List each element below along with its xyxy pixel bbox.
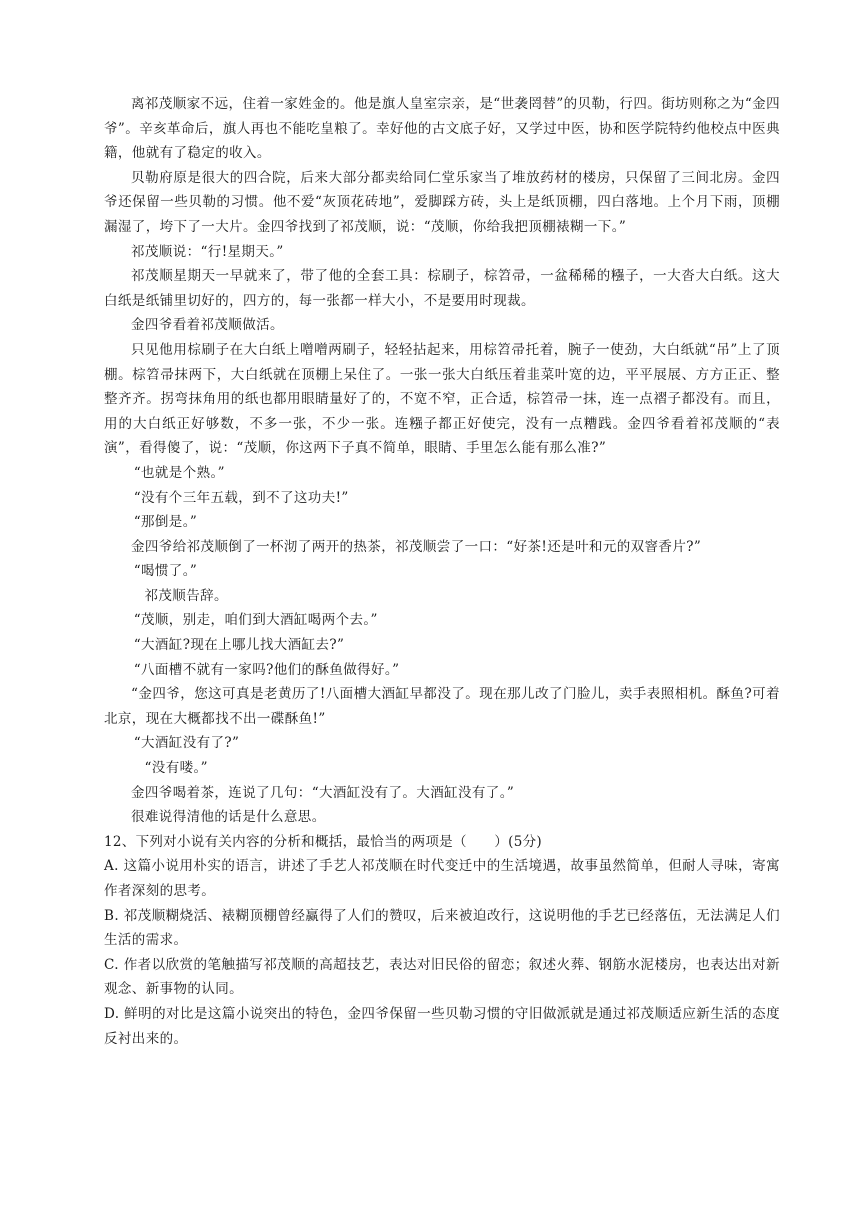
dialogue-line: “大酒缸?现在上哪儿找大酒缸去?” [133,637,345,654]
narration-line: 祁茂顺告辞。 [144,587,228,604]
story-paragraph: “金四爷，您这可真是老黄历了!八面槽大酒缸早都没了。现在那儿改了门脸儿，卖手表照相机。酥鱼?可着北京，现在大概都找不出一碟酥鱼!” [104,686,780,727]
question-stem: 12、下列对小说有关内容的分析和概括，最恰当的两项是（ ）(5分) [104,833,542,850]
dialogue-line: “也就是个熟。” [133,464,225,481]
story-paragraph: 金四爷喝着茶，连说了几句：“大酒缸没有了。大酒缸没有了。” [131,784,515,801]
dialogue-line: “没有喽。” [144,760,208,777]
dialogue-line: “那倒是。” [133,514,198,531]
story-paragraph: 离祁茂顺家不远，住着一家姓金的。他是旗人皇室宗亲，是“世袭罔替”的贝勒，行四。街坊则称之为“金四爷”。辛亥革命后，旗人再也不能吃皇粮了。幸好他的古文底子好，又学过中医，协和医学院特约他校点中医典籍，他就有了稳定的收入。 [104,96,780,162]
question-block [104,830,780,1051]
story-paragraph: 很难说得清他的话是什么意思。 [131,809,326,826]
story-paragraph: 金四爷看着祁茂顺做活。 [131,317,284,334]
dialogue-line: “八面槽不就有一家吗?他们的酥鱼做得好。” [133,661,400,678]
document-page [104,92,780,1051]
option-c: C. 作者以欣赏的笔触描写祁茂顺的高超技艺，表达对旧民俗的留恋；叙述火葬、钢筋水泥楼房，也表达出对新观念、新事物的认同。 [104,956,780,998]
story-paragraph: 只见他用棕刷子在大白纸上噌噌两刷子，轻轻拈起来，用棕笤帚托着，腕子一使劲，大白纸就“吊”上了顶棚。棕笤帚抹两下，大白纸就在顶棚上呆住了。一张一张大白纸压着韭菜叶宽的边，平平展展、方方正正、整整齐齐。拐弯抹角用的纸也都用眼睛量好了的，不宽不窄，正合适，棕笤帚一抹，连一点褶子都没有。而且，用的大白纸正好够数，不多一张，不少一张。连糨子都正好使完，没有一点糟践。金四爷看着祁茂顺的“表演”，看得傻了，说：“茂顺，你这两下子真不简单，眼睛、手里怎么能有那么准?” [104,341,780,457]
dialogue-line: “没有个三年五载，到不了这功夫!” [133,489,349,506]
story-paragraph: 贝勒府原是很大的四合院，后来大部分都卖给同仁堂乐家当了堆放药材的楼房，只保留了三间北房。金四爷还保留一些贝勒的习惯。他不爱“灰顶花砖地”，爱脚踩方砖，头上是纸顶棚，四白落地。上个月下雨，顶棚漏湿了，垮下了一大片。金四爷找到了祁茂顺，说：“茂顺，你给我把顶棚裱糊一下。” [104,169,780,235]
dialogue-line: “茂顺，别走，咱们到大酒缸喝两个去。” [133,612,378,629]
dialogue-line: “喝惯了。” [133,563,198,580]
story-paragraph: 金四爷给祁茂顺倒了一杯沏了两开的热茶，祁茂顺尝了一口：“好茶!还是叶和元的双窨香片?” [131,538,702,555]
story-paragraph: 祁茂顺星期天一早就来了，带了他的全套工具：棕刷子，棕笤帚，一盆稀稀的糨子，一大沓大白纸。这大白纸是纸铺里切好的，四方的，每一张都一样大小，不是要用时现裁。 [104,268,780,309]
option-d: D. 鲜明的对比是这篇小说突出的特色，金四爷保留一些贝勒习惯的守旧做派就是通过祁茂顺适应新生活的态度反衬出来的。 [104,1005,780,1047]
story-paragraph: 祁茂顺说：“行!星期天。” [131,243,284,260]
dialogue-line: “大酒缸没有了?” [133,735,240,752]
option-b: B. 祁茂顺糊烧活、裱糊顶棚曾经赢得了人们的赞叹，后来被迫改行，这说明他的手艺已经落伍，无法满足人们生活的需求。 [104,907,780,949]
option-a: A. 这篇小说用朴实的语言，讲述了手艺人祁茂顺在时代变迁中的生活境遇，故事虽然简单，但耐人寻味，寄寓作者深刻的思考。 [104,858,780,899]
